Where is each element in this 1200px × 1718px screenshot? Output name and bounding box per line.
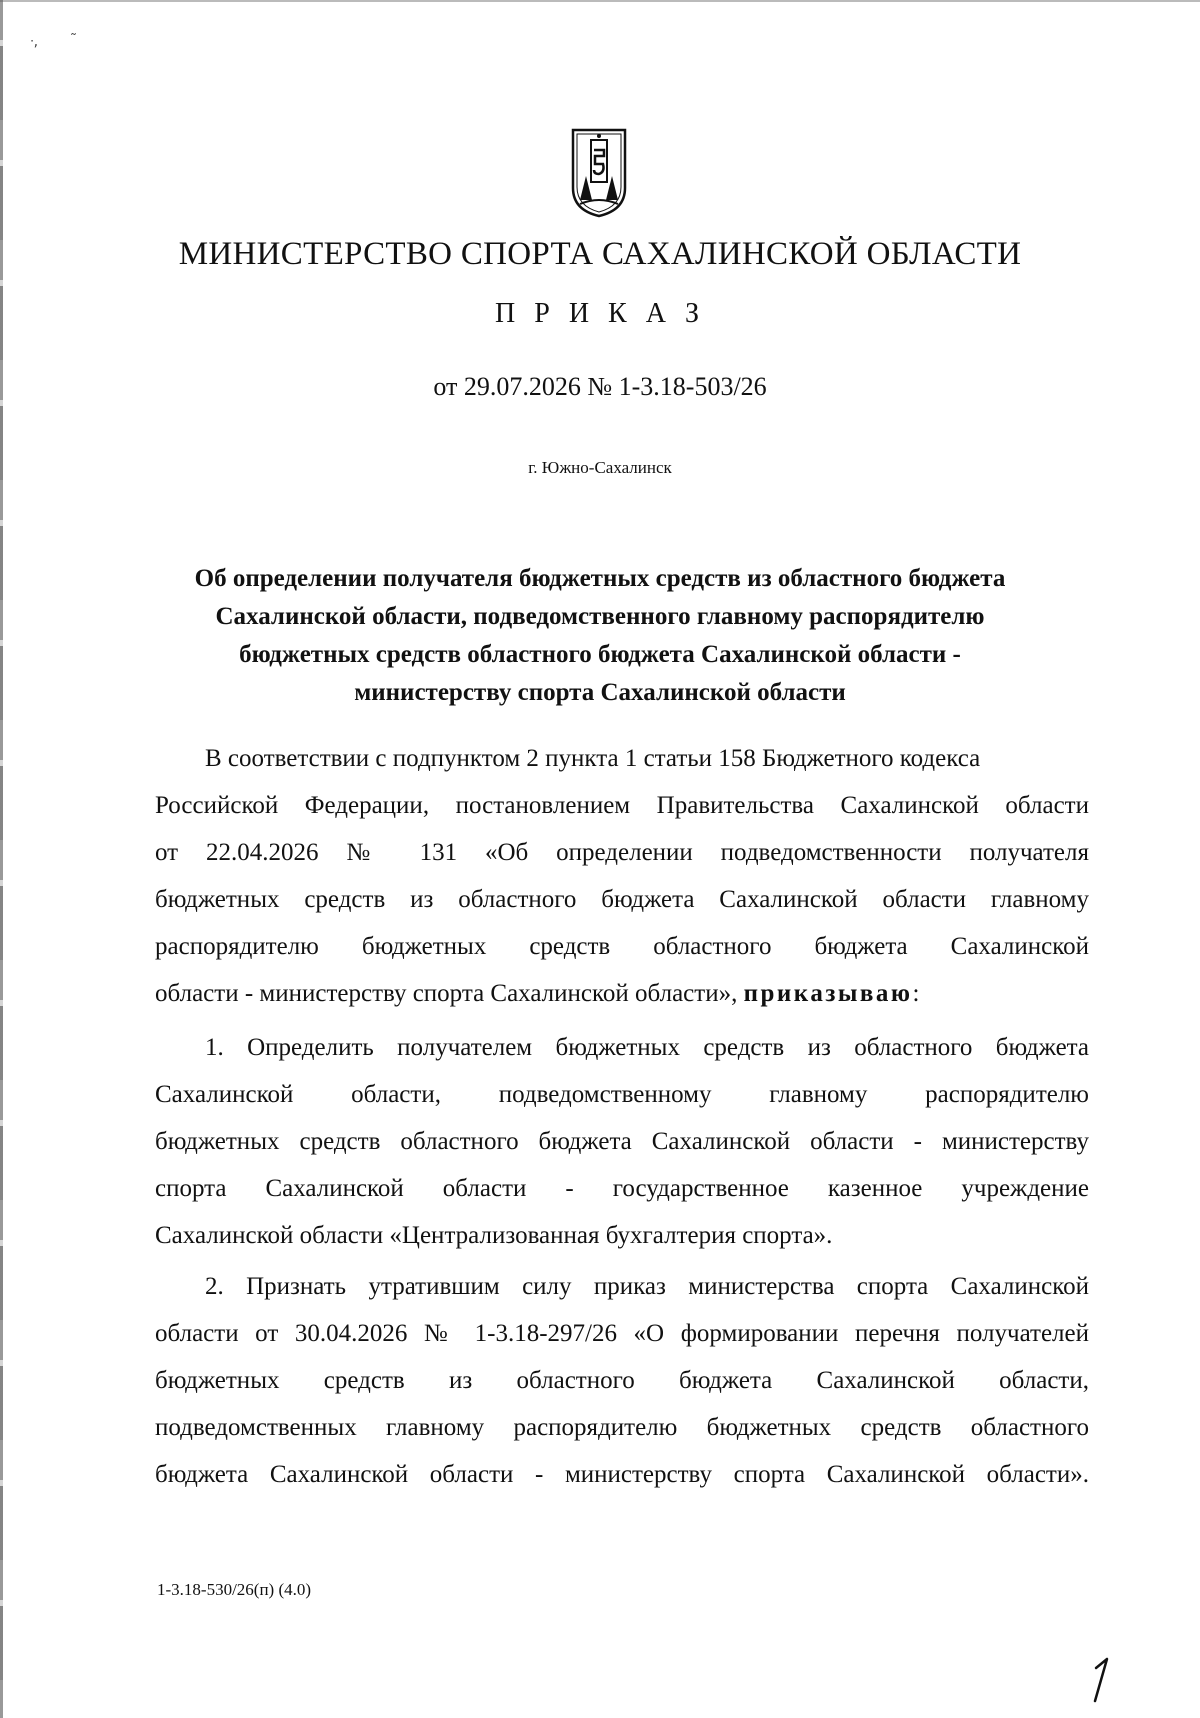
title-line: министерству спорта Сахалинской области [354, 679, 846, 706]
order-word: приказываю [743, 980, 913, 1007]
ministry-title: МИНИСТЕРСТВО СПОРТА САХАЛИНСКОЙ ОБЛАСТИ [178, 236, 1022, 272]
document-footer-code: 1-3.18-530/26(п) (4.0) [157, 1580, 312, 1599]
body-line: распорядителю бюджетных средств областного бюджета Сахалинской [155, 933, 1089, 960]
scan-top-edge [0, 0, 1200, 2]
body-line: 2. Признать утратившим силу приказ министерства спорта Сахалинской [205, 1273, 1089, 1300]
document-title [150, 560, 1050, 712]
body-line: Российской Федерации, постановлением Правительства Сахалинской области [155, 792, 1089, 819]
body-line: области от 30.04.2026 № 1-3.18-297/26 «О формировании перечня получателей [155, 1320, 1089, 1347]
document-city: г. Южно-Сахалинск [528, 458, 672, 477]
title-line: Об определении получателя бюджетных средств из областного бюджета [194, 565, 1006, 592]
body-line: бюджетных средств из областного бюджета Сахалинской области, [155, 1367, 1089, 1394]
body-line [155, 970, 1089, 1017]
scan-speck: ᐧ, [30, 34, 39, 50]
scan-speck: ˜ [70, 32, 77, 48]
coat-of-arms-icon [569, 126, 629, 218]
body-line: бюджетных средств областного бюджета Сахалинской области - министерству [155, 1128, 1089, 1155]
body-line: Сахалинской области, подведомственному главному распорядителю [155, 1081, 1089, 1108]
item-2-paragraph [155, 1263, 1089, 1498]
intro-paragraph [155, 735, 1089, 1017]
body-line-text: области - министерству спорта Сахалинской области», [155, 980, 738, 1007]
body-line: подведомственных главному распорядителю бюджетных средств областного [155, 1414, 1089, 1441]
body-line: спорта Сахалинской области - государственное казенное учреждение [155, 1175, 1089, 1202]
body-line: от 22.04.2026 № 131 «Об определении подведомственности получателя [155, 839, 1089, 866]
body-line: 1. Определить получателем бюджетных средств из областного бюджета [205, 1034, 1089, 1061]
document-date-number: от 29.07.2026 № 1-3.18-503/26 [433, 372, 767, 401]
body-line: В соответствии с подпунктом 2 пункта 1 статьи 158 Бюджетного кодекса [205, 745, 981, 772]
document-type: П Р И К А З [495, 298, 705, 329]
body-line: бюджетных средств из областного бюджета Сахалинской области главному [155, 886, 1089, 913]
item-1-paragraph [155, 1024, 1089, 1259]
title-line: бюджетных средств областного бюджета Сахалинской области - [239, 641, 961, 668]
body-line: бюджета Сахалинской области - министерству спорта Сахалинской области». [155, 1461, 1089, 1488]
handwritten-page-number [1088, 1656, 1112, 1704]
title-line: Сахалинской области, подведомственного главному распорядителю [215, 603, 985, 630]
body-line: Сахалинской области «Централизованная бухгалтерия спорта». [155, 1222, 833, 1249]
order-colon: : [912, 980, 920, 1007]
